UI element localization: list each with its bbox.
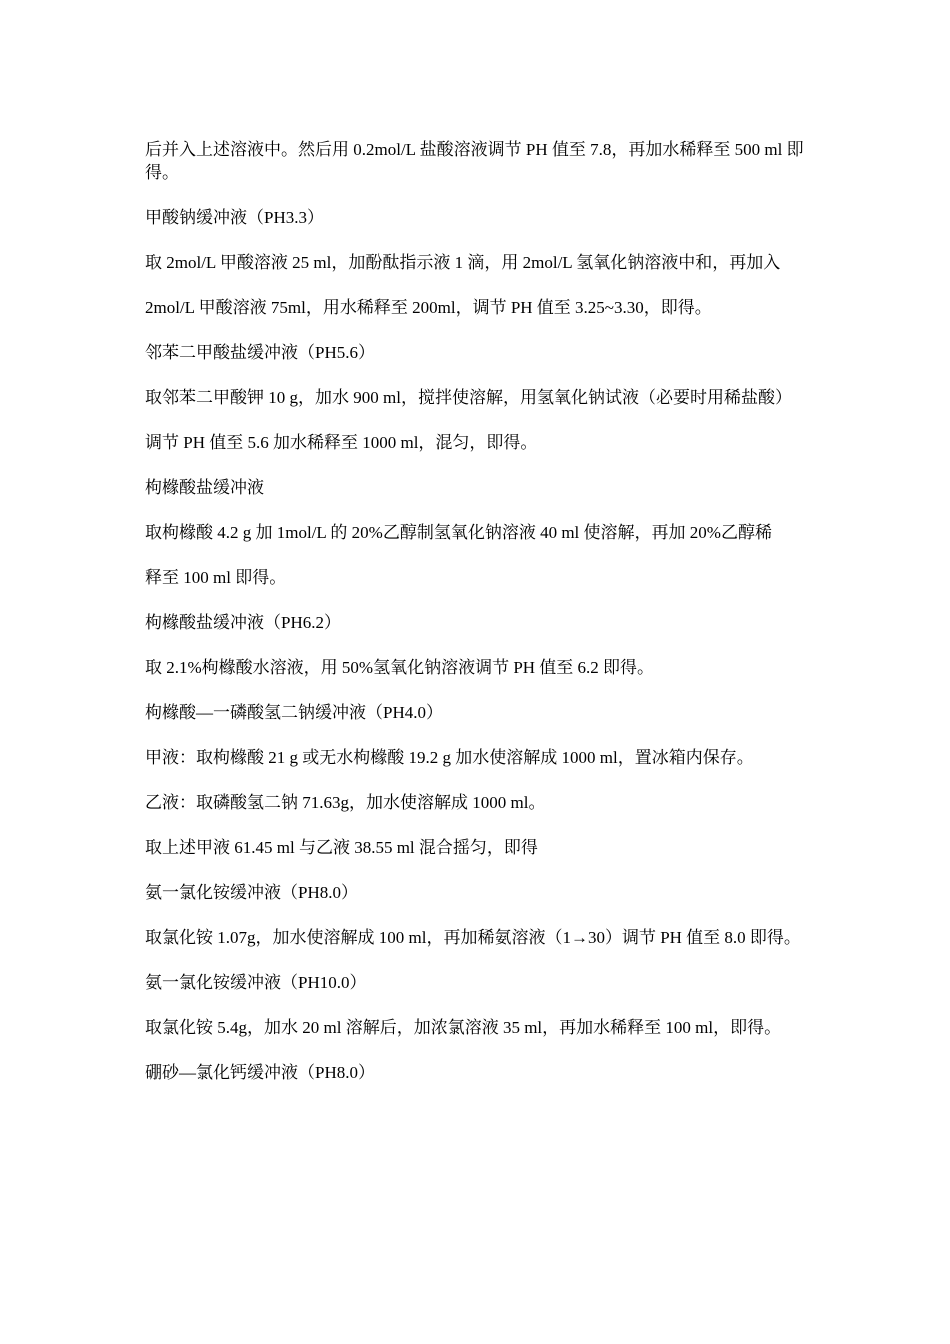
paragraph-phthalate-step-2: 调节 PH 值至 5.6 加水稀释至 1000 ml，混匀，即得。 xyxy=(145,433,538,452)
paragraph-citrate-step-2: 释至 100 ml 即得。 xyxy=(145,568,287,587)
paragraph-formate-step-1: 取 2mol/L 甲酸溶液 25 ml，加酚酞指示液 1 滴，用 2mol/L 氢氧化钠溶液中和，再加入 xyxy=(145,253,781,272)
paragraph-citrate-ph62: 取 2.1%枸橼酸水溶液，用 50%氢氧化钠溶液调节 PH 值至 6.2 即得。 xyxy=(145,658,655,677)
paragraph-formate-step-2: 2mol/L 甲酸溶液 75ml，用水稀释至 200ml，调节 PH 值至 3.25~3.30，即得。 xyxy=(145,298,712,317)
paragraph-continuation: 后并入上述溶液中。然后用 0.2mol/L 盐酸溶液调节 PH 值至 7.8，再加水稀释至 500 ml 即得。 xyxy=(145,140,804,182)
paragraph-solution-b: 乙液：取磷酸氢二钠 71.63g，加水使溶解成 1000 ml。 xyxy=(145,793,546,812)
paragraph-mix-solutions: 取上述甲液 61.45 ml 与乙液 38.55 ml 混合摇匀，即得 xyxy=(145,838,538,857)
heading-phthalate-buffer: 邻苯二甲酸盐缓冲液（PH5.6） xyxy=(145,343,375,362)
heading-citrate-buffer-ph62: 枸橼酸盐缓冲液（PH6.2） xyxy=(145,613,341,632)
document-body xyxy=(145,138,815,1106)
heading-citrate-phosphate-buffer: 枸橼酸—一磷酸氢二钠缓冲液（PH4.0） xyxy=(145,703,443,722)
paragraph-ammonia-ph10: 取氯化铵 5.4g，加水 20 ml 溶解后，加浓氯溶液 35 ml，再加水稀释至 100 ml，即得。 xyxy=(145,1018,782,1037)
paragraph-citrate-step-1: 取枸橼酸 4.2 g 加 1mol/L 的 20%乙醇制氢氧化钠溶液 40 ml 使溶解，再加 20%乙醇稀 xyxy=(145,523,772,542)
paragraph-phthalate-step-1: 取邻苯二甲酸钾 10 g，加水 900 ml，搅拌使溶解，用氢氧化钠试液（必要时用稀盐酸） xyxy=(145,388,792,407)
heading-ammonia-buffer-ph8: 氨一氯化铵缓冲液（PH8.0） xyxy=(145,883,358,902)
heading-ammonia-buffer-ph10: 氨一氯化铵缓冲液（PH10.0） xyxy=(145,973,367,992)
heading-sodium-formate-buffer: 甲酸钠缓冲液（PH3.3） xyxy=(145,208,324,227)
paragraph-ammonia-ph8: 取氯化铵 1.07g，加水使溶解成 100 ml，再加稀氨溶液（1→30）调节 PH 值至 8.0 即得。 xyxy=(145,928,801,947)
paragraph-solution-a: 甲液：取枸橼酸 21 g 或无水枸橼酸 19.2 g 加水使溶解成 1000 ml，置冰箱内保存。 xyxy=(145,748,754,767)
heading-citrate-buffer: 枸橼酸盐缓冲液 xyxy=(145,478,264,497)
heading-borax-calcium-buffer: 硼砂—氯化钙缓冲液（PH8.0） xyxy=(145,1063,375,1082)
